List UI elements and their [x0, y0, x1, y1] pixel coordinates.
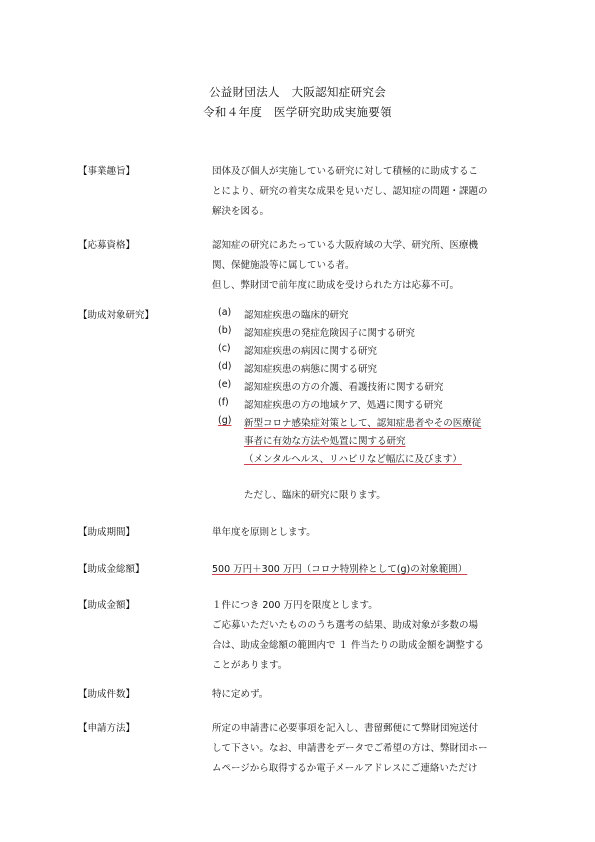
- target-item-key: (g): [218, 415, 232, 426]
- method-line: ムページから取得するか電子メールアドレスにご連絡いただけ: [212, 763, 478, 774]
- targets-note: ただし、臨床的研究に限ります。: [244, 490, 386, 501]
- period-label: 【助成期間】: [78, 527, 136, 538]
- target-item-key: (f): [218, 397, 229, 408]
- amount-line: ご応募いただいたもののうち選考の結果、助成対象が多数の場: [212, 620, 479, 631]
- target-item-text: 認知症疾患の病態に関する研究: [244, 364, 378, 375]
- eligibility-line: 但し、弊財団で前年度に助成を受けられた方は応募不可。: [212, 280, 460, 291]
- organization-name: 公益財団法人 大阪認知症研究会: [209, 85, 386, 99]
- purpose-line: 解決を図る。: [212, 206, 270, 217]
- method-line: して下さい。なお、申請書をデータでご希望の方は、弊財団ホー: [212, 743, 488, 754]
- target-item-text: 認知症疾患の方の介護、看護技術に関する研究: [244, 382, 444, 393]
- target-item-text: 認知症疾患の臨床的研究: [244, 310, 349, 321]
- eligibility-line: 認知症の研究にあたっている大阪府域の大学、研究所、医療機: [212, 240, 479, 251]
- method-line: 所定の申請書に必要事項を記入し、書留郵便にて弊財団宛送付: [212, 723, 479, 734]
- document-title: 令和４年度 医学研究助成実施要領: [203, 105, 392, 119]
- total-text: 500 万円＋300 万円（コロナ特別枠として(g)の対象範囲）: [212, 564, 468, 575]
- total-label: 【助成金総額】: [78, 564, 145, 575]
- eligibility-label: 【応募資格】: [78, 240, 136, 251]
- target-item-text: 認知症疾患の方の地域ケア、処遇に関する研究: [244, 400, 443, 411]
- target-item-continuation: （メンタルヘルス、リハビリなど幅広に及びます）: [244, 454, 462, 465]
- target-item-key: (d): [218, 361, 232, 372]
- target-item-key: (c): [218, 343, 231, 354]
- targets-label: 【助成対象研究】: [78, 310, 155, 321]
- count-text: 特に定めず。: [212, 689, 269, 700]
- purpose-label: 【事業趣旨】: [78, 166, 136, 177]
- target-item-key: (a): [218, 307, 232, 318]
- amount-line: １件につき 200 万円を限度とします。: [212, 600, 378, 611]
- amount-line: ことがあります。: [212, 660, 288, 671]
- target-item-key: (e): [218, 379, 232, 390]
- period-text: 単年度を原則とします。: [212, 527, 316, 538]
- purpose-line: とにより、研究の着実な成果を見いだし、認知症の問題・課題の: [212, 186, 488, 197]
- target-item-text: 認知症疾患の発症危険因子に関する研究: [244, 328, 416, 339]
- purpose-line: 団体及び個人が実施している研究に対して積極的に助成するこ: [212, 166, 479, 177]
- target-item-continuation: 事者に有効な方法や処置に関する研究: [244, 436, 406, 447]
- target-item-text: 認知症疾患の病因に関する研究: [244, 346, 378, 357]
- eligibility-line: 関、保健施設等に属している者。: [212, 260, 355, 271]
- target-item-text: 新型コロナ感染症対策として、認知症患者やその医療従: [244, 418, 482, 429]
- amount-line: 合は、助成金総額の範囲内で １ 件当たりの助成金額を調整する: [212, 640, 485, 651]
- count-label: 【助成件数】: [78, 689, 136, 700]
- amount-label: 【助成金額】: [78, 600, 136, 611]
- target-item-key: (b): [218, 325, 232, 336]
- method-label: 【申請方法】: [78, 723, 136, 734]
